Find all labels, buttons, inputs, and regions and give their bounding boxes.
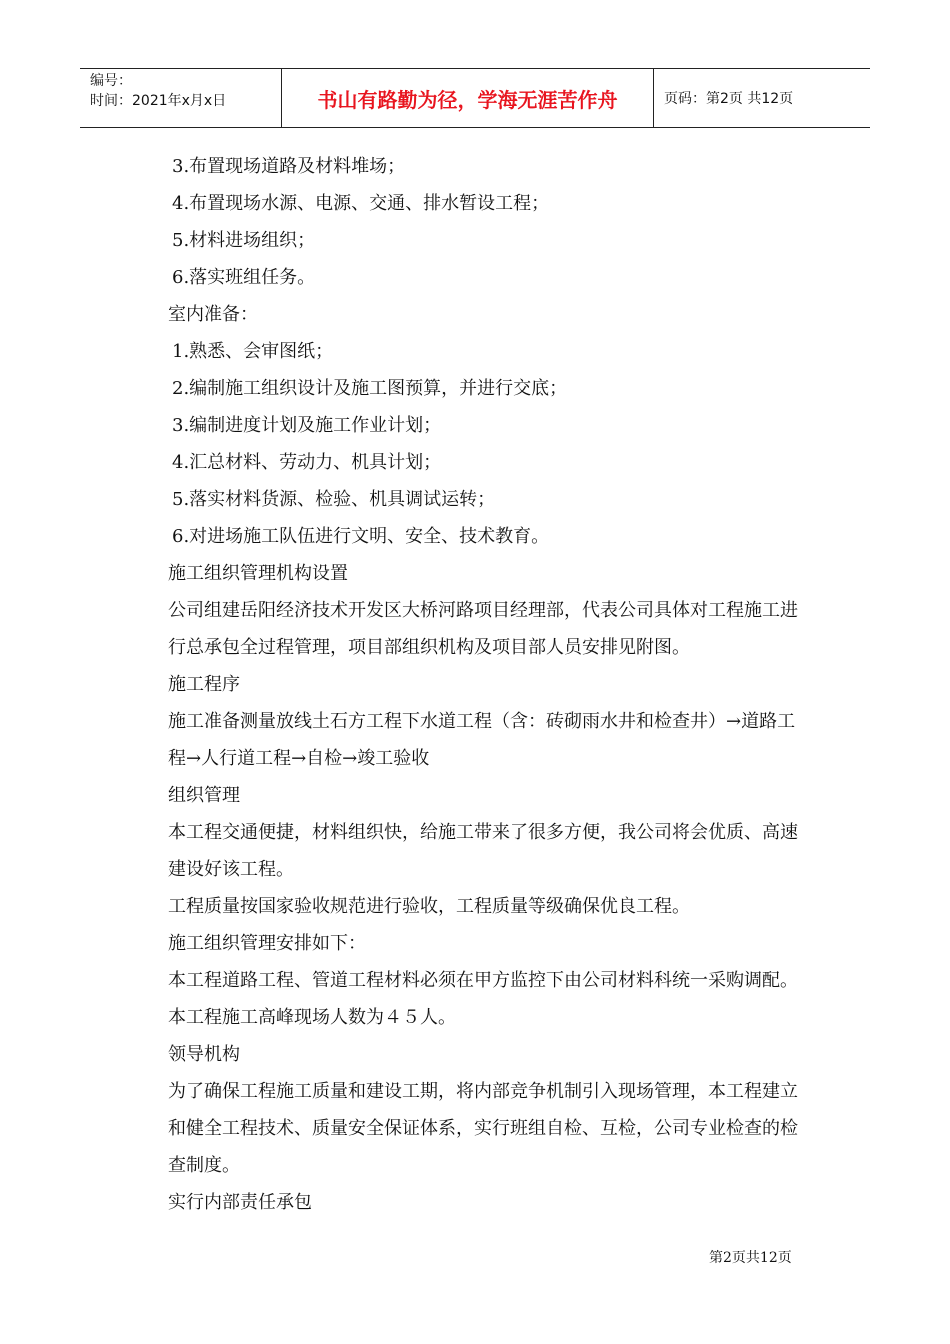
body-paragraph: 5.落实材料货源、检验、机具调试运转； bbox=[172, 489, 496, 510]
body-paragraph: 3.编制进度计划及施工作业计划； bbox=[172, 415, 442, 436]
body-paragraph: 施工准备测量放线土石方工程下水道工程（含：砖砌雨水井和检查井）→道路工程→人行道工程→自检→竣工验收 bbox=[168, 711, 796, 769]
body-paragraph: 工程质量按国家验收规范进行验收，工程质量等级确保优良工程。 bbox=[168, 896, 690, 917]
page-header bbox=[80, 68, 870, 128]
body-paragraph: 本工程道路工程、管道工程材料必须在甲方监控下由公司材料科统一采购调配。本工程施工高峰现场人数为４５人。 bbox=[168, 970, 798, 1028]
document-number-label: 编号： bbox=[90, 73, 132, 89]
body-paragraph: 1.熟悉、会审图纸； bbox=[172, 341, 334, 362]
header-motto: 书山有路勤为径，学海无涯苦作舟 bbox=[282, 69, 654, 127]
document-body bbox=[168, 148, 800, 1221]
body-paragraph: 本工程交通便捷，材料组织快，给施工带来了很多方便，我公司将会优质、高速建设好该工程。 bbox=[168, 822, 798, 880]
section-heading: 施工组织管理机构设置 bbox=[168, 563, 348, 584]
body-paragraph: 6.对进场施工队伍进行文明、安全、技术教育。 bbox=[172, 526, 550, 547]
body-paragraph: 4.布置现场水源、电源、交通、排水暂设工程； bbox=[172, 193, 550, 214]
header-page-number: 页码：第2页 共12页 bbox=[664, 91, 794, 107]
body-paragraph: 3.布置现场道路及材料堆场； bbox=[172, 156, 406, 177]
body-paragraph: 为了确保工程施工质量和建设工期，将内部竞争机制引入现场管理，本工程建立和健全工程技术、质量安全保证体系，实行班组自检、互检，公司专业检查的检查制度。 bbox=[168, 1081, 798, 1176]
section-heading: 施工组织管理安排如下： bbox=[168, 933, 366, 954]
section-heading: 室内准备： bbox=[168, 304, 258, 325]
section-heading: 组织管理 bbox=[168, 785, 240, 806]
section-heading: 领导机构 bbox=[168, 1044, 240, 1065]
body-paragraph: 6.落实班组任务。 bbox=[172, 267, 316, 288]
document-date-label: 时间：2021年x月x日 bbox=[90, 93, 227, 109]
body-paragraph: 公司组建岳阳经济技术开发区大桥河路项目经理部，代表公司具体对工程施工进行总承包全过程管理，项目部组织机构及项目部人员安排见附图。 bbox=[168, 600, 798, 658]
section-heading: 实行内部责任承包 bbox=[168, 1192, 312, 1213]
body-paragraph: 5.材料进场组织； bbox=[172, 230, 316, 251]
body-paragraph: 4.汇总材料、劳动力、机具计划； bbox=[172, 452, 442, 473]
page-footer: 第2页共12页 bbox=[709, 1250, 792, 1266]
header-meta bbox=[80, 69, 282, 127]
body-paragraph: 2.编制施工组织设计及施工图预算，并进行交底； bbox=[172, 378, 568, 399]
section-heading: 施工程序 bbox=[168, 674, 240, 695]
